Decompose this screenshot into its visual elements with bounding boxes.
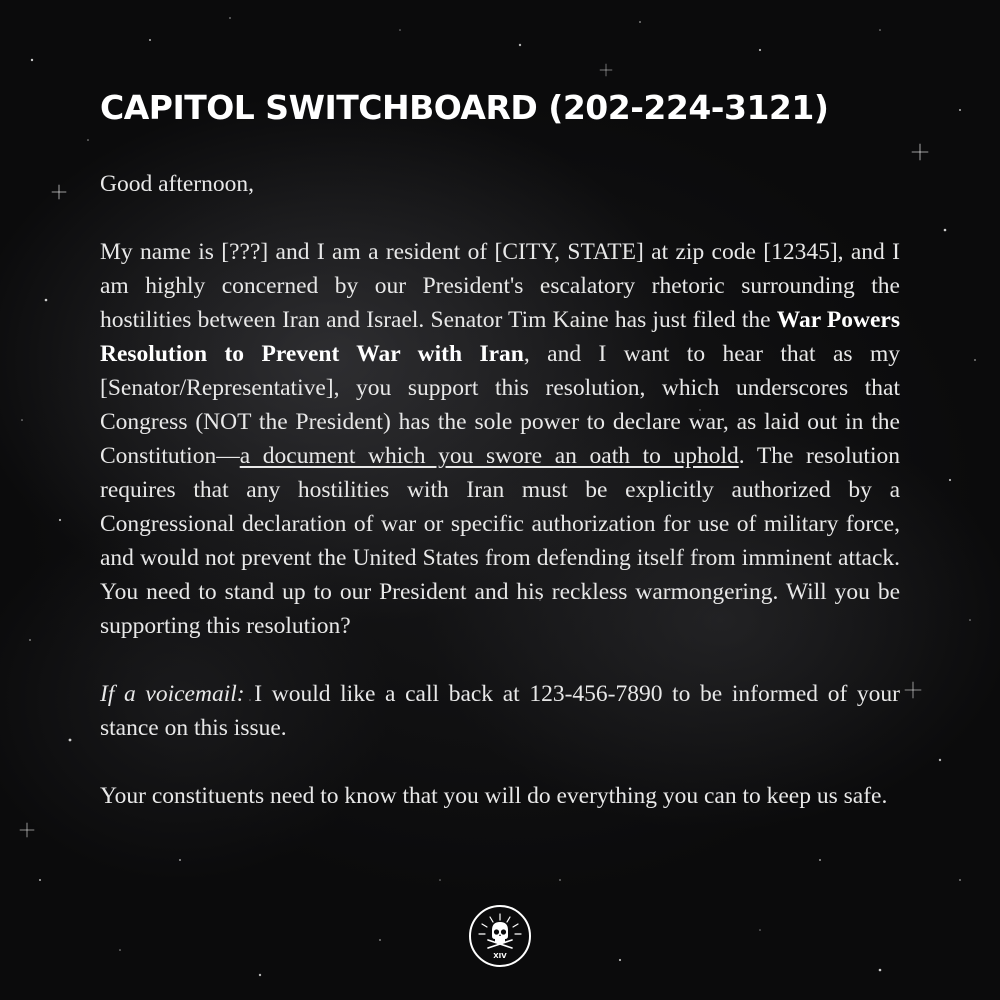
main-paragraph xyxy=(100,235,900,643)
closing-paragraph: Your constituents need to know that you will do everything you can to keep us safe. xyxy=(100,783,888,809)
skull-sun-emblem-icon xyxy=(468,904,532,968)
page-title: CAPITOL SWITCHBOARD (202-224-3121) xyxy=(100,88,829,127)
voicemail-paragraph xyxy=(100,677,900,745)
voicemail-label: If a voicemail: xyxy=(100,681,245,707)
intro-text: My name is [???] and I am a resident of [CITY, STATE] at zip code [12345], and I am highly concerned by our President's escalatory rhetoric surrounding the hostilities between Iran and Israel. Senator Tim Kaine has just filed the xyxy=(100,239,900,333)
middle-text: , and I want to hear that as my [Senator/Representative], you support this resolution, which underscores that Congress (NOT the President) has the sole power to declare war, as laid out in the Constitution— xyxy=(100,341,900,469)
greeting: Good afternoon, xyxy=(100,171,255,197)
oath-phrase: a document which you swore an oath to uphold xyxy=(239,443,739,469)
voicemail-text: I would like a call back at 123-456-7890 to be informed of your stance on this issue. xyxy=(100,681,900,741)
script-card xyxy=(100,88,900,847)
ending-text: . The resolution requires that any hostilities with Iran must be explicitly authorized by a Congressional declaration of war or specific authorization for use of military force, and would not prevent the United States from defending itself from imminent attack. You need to stand up to our President and his reckless warmongering. Will you be supporting this resolution? xyxy=(100,443,900,639)
resolution-name: War Powers Resolution to Prevent War with Iran xyxy=(100,307,901,367)
logo-text: XIV xyxy=(493,952,507,960)
